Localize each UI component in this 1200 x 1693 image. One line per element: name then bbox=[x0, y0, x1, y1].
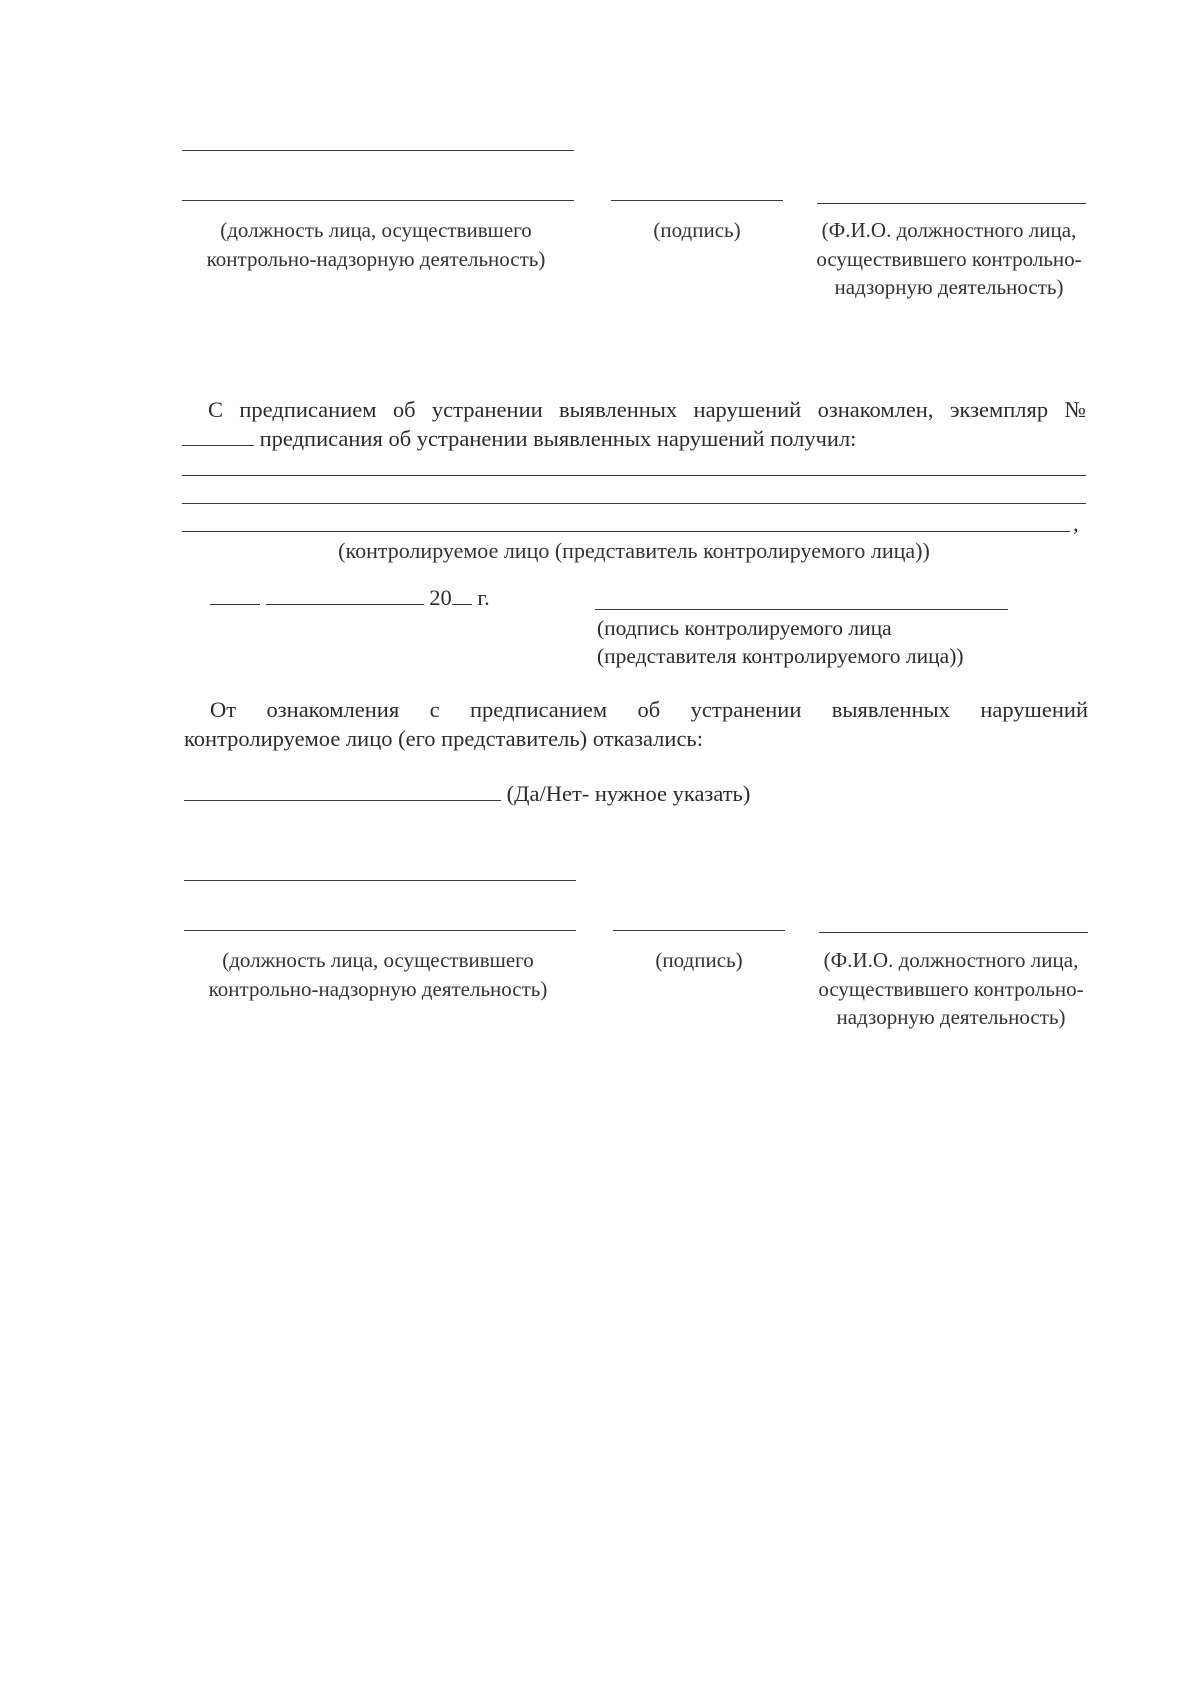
controlled-person-caption: (контролируемое лицо (представитель контролируемого лица)) bbox=[338, 538, 930, 563]
position-extra-line-1 bbox=[182, 150, 574, 151]
position-extra-line-2 bbox=[184, 880, 576, 881]
signature-line-2 bbox=[613, 930, 785, 931]
signature-caption-2: (подпись) bbox=[655, 948, 743, 972]
acknowledgement-sentence-line2 bbox=[182, 425, 1086, 453]
controlled-person-line-3 bbox=[182, 531, 1070, 532]
year-prefix: 20 bbox=[429, 585, 452, 610]
fio-line-1 bbox=[817, 203, 1086, 204]
month-blank bbox=[266, 586, 424, 605]
copy-number-blank bbox=[182, 427, 254, 446]
signature-caption-1: (подпись) bbox=[653, 218, 741, 242]
yes-no-blank bbox=[184, 782, 501, 801]
acknowledgement-sentence-line1: С предписанием об устранении выявленных нарушений ознакомлен, экземпляр № bbox=[208, 397, 1086, 422]
yes-no-hint: (Да/Нет- нужное указать) bbox=[506, 781, 751, 806]
year-suffix: г. bbox=[477, 585, 490, 610]
refusal-sentence-line2: контролируемое лицо (его представитель) отказались: bbox=[184, 726, 703, 751]
day-blank bbox=[210, 586, 260, 605]
controlled-person-line-1 bbox=[182, 475, 1086, 476]
controlled-signature-caption-line1: (подпись контролируемого лица bbox=[597, 616, 892, 640]
position-caption-2: (должность лица, осуществившего контрольно-надзорную деятельность) bbox=[208, 948, 548, 1001]
trailing-comma: , bbox=[1073, 511, 1079, 536]
fio-line-2 bbox=[819, 932, 1088, 933]
yes-no-field bbox=[184, 780, 884, 808]
controlled-signature-line bbox=[595, 609, 1008, 610]
signature-line-1 bbox=[611, 200, 783, 201]
fio-caption-2: (Ф.И.О. должностного лица, осуществившего контрольно-надзорную деятельность) bbox=[818, 948, 1084, 1029]
position-caption-1: (должность лица, осуществившего контрольно-надзорную деятельность) bbox=[206, 218, 546, 271]
controlled-person-line-2 bbox=[182, 503, 1086, 504]
date-field bbox=[210, 584, 530, 612]
year-blank bbox=[452, 586, 472, 605]
controlled-signature-caption-line2: (представителя контролируемого лица)) bbox=[597, 644, 964, 668]
acknowledgement-sentence-rest: предписания об устранении выявленных нарушений получил: bbox=[259, 426, 857, 451]
fio-caption-1: (Ф.И.О. должностного лица, осуществившего контрольно-надзорную деятельность) bbox=[816, 218, 1082, 299]
position-line-1 bbox=[182, 200, 574, 201]
position-line-2 bbox=[184, 930, 576, 931]
refusal-sentence-line1: От ознакомления с предписанием об устранении выявленных нарушений bbox=[210, 697, 1088, 722]
